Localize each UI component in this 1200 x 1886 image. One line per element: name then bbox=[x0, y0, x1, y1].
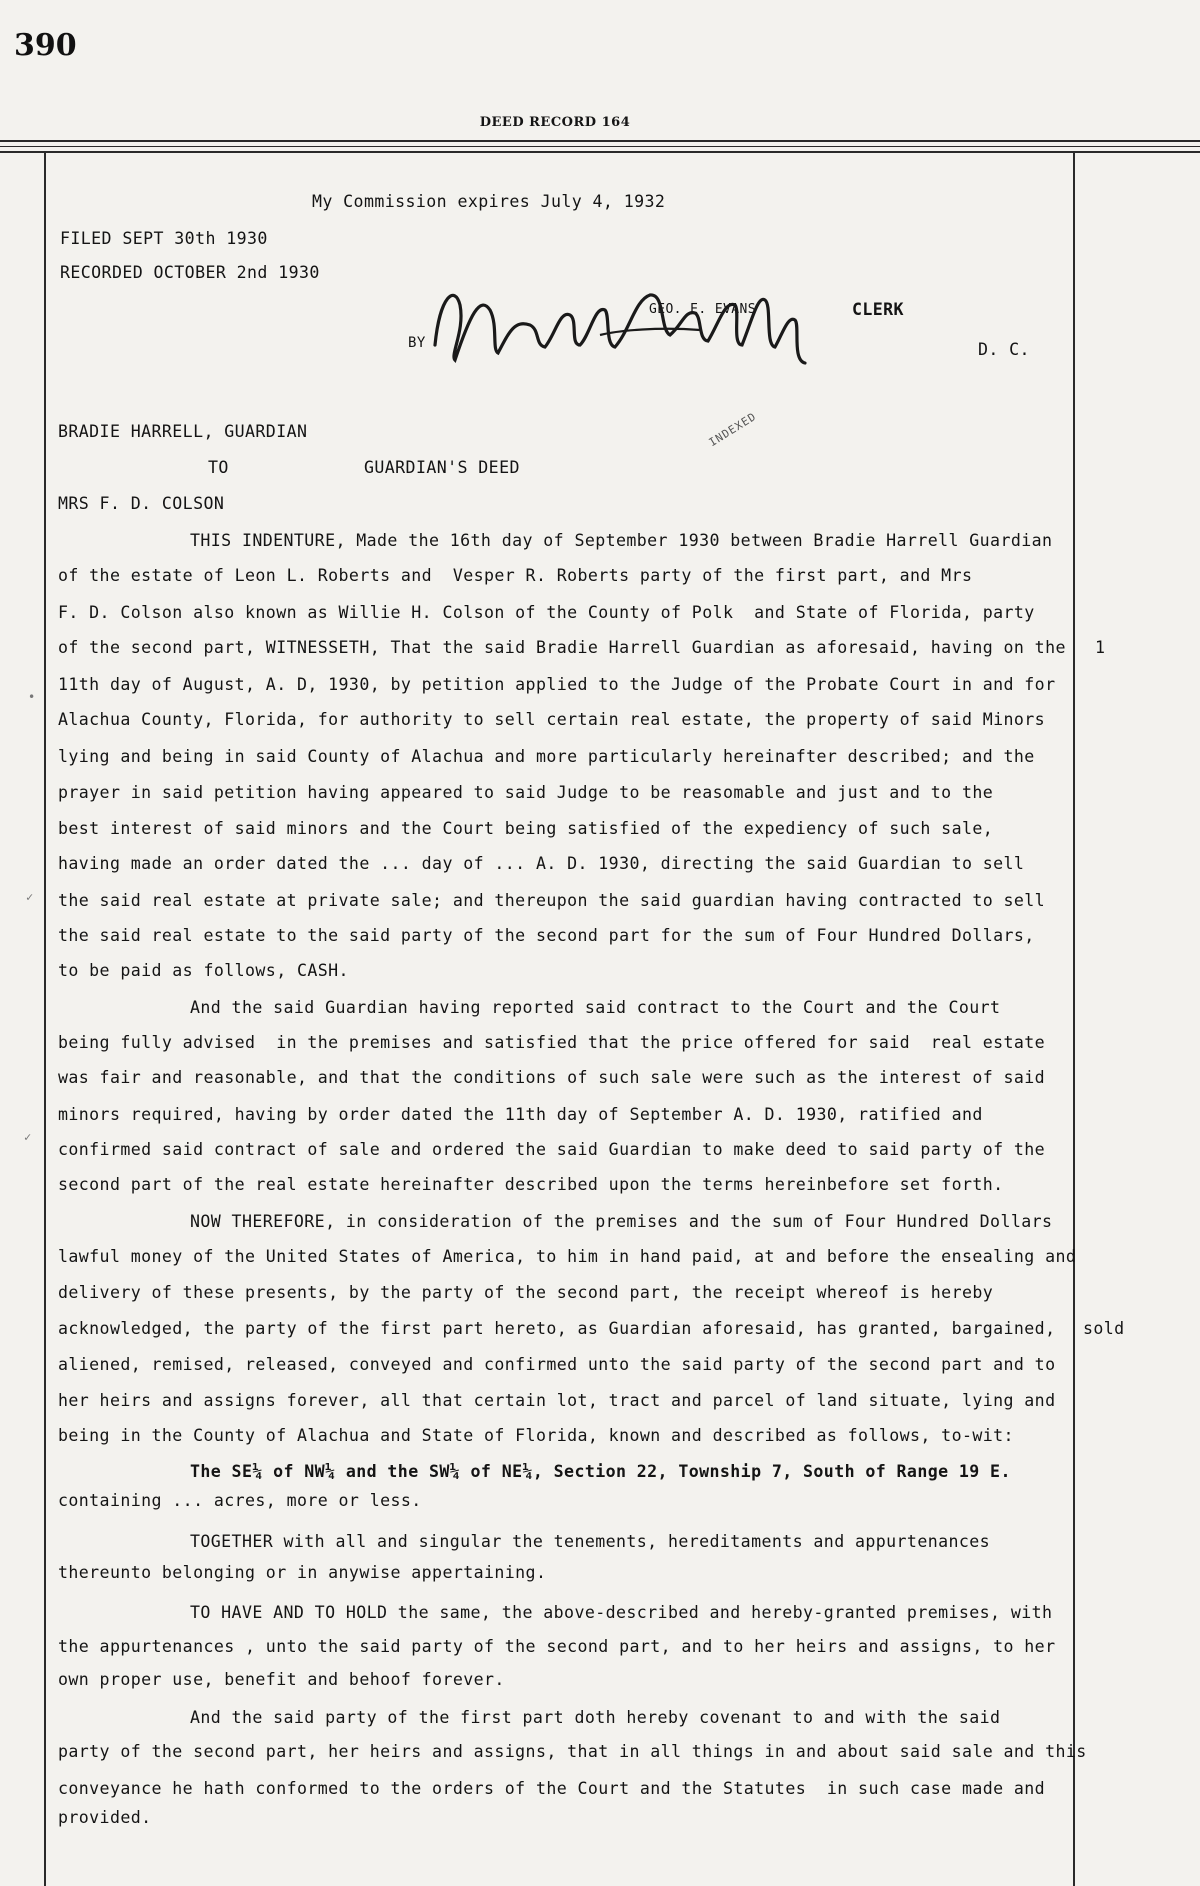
body-line: thereunto belonging or in anywise appertaining. bbox=[58, 1563, 547, 1582]
clerk-name: GEO. E. EVANS bbox=[649, 302, 756, 317]
deputy-clerk-signature bbox=[420, 275, 820, 385]
body-line: minors required, having by order dated the 11th day of September A. D. 1930, ratified and bbox=[58, 1105, 983, 1124]
body-line: And the said Guardian having reported said contract to the Court and the Court bbox=[190, 998, 1001, 1017]
body-line: TOGETHER with all and singular the tenements, hereditaments and appurtenances bbox=[190, 1532, 991, 1551]
margin-note: sold bbox=[1083, 1319, 1125, 1338]
grantee-name: MRS F. D. COLSON bbox=[58, 494, 225, 513]
book-title: DEED RECORD 164 bbox=[479, 115, 631, 130]
body-line: conveyance he hath conformed to the orders of the Court and the Statutes in such case made and bbox=[58, 1779, 1046, 1798]
margin-tick: ✓ bbox=[26, 890, 34, 904]
body-line: aliened, remised, released, conveyed and confirmed unto the said party of the second part and to bbox=[58, 1355, 1056, 1374]
recorded-date: RECORDED OCTOBER 2nd 1930 bbox=[60, 263, 320, 282]
body-line: to be paid as follows, CASH. bbox=[58, 961, 349, 980]
margin-tick: • bbox=[28, 690, 36, 704]
body-line: the appurtenances , unto the said party of the second part, and to her heirs and assigns, to her bbox=[58, 1637, 1056, 1656]
body-line: THIS INDENTURE, Made the 16th day of September 1930 between Bradie Harrell Guardian bbox=[190, 531, 1053, 550]
margin-note: 1 bbox=[1095, 638, 1106, 657]
left-margin-line bbox=[44, 153, 46, 1886]
right-margin-line bbox=[1073, 153, 1075, 1886]
body-line: NOW THEREFORE, in consideration of the premises and the sum of Four Hundred Dollars bbox=[190, 1212, 1053, 1231]
deed-type-title: GUARDIAN'S DEED bbox=[364, 458, 520, 477]
body-line: lawful money of the United States of America, to him in hand paid, at and before the ensealing and bbox=[58, 1247, 1077, 1266]
body-line: And the said party of the first part doth hereby covenant to and with the said bbox=[190, 1708, 1001, 1727]
body-line: 11th day of August, A. D, 1930, by petition applied to the Judge of the Probate Court in and for bbox=[58, 675, 1056, 694]
indexed-stamp: INDEXED bbox=[706, 409, 759, 450]
header-rule-top bbox=[0, 140, 1200, 142]
page-number: 390 bbox=[14, 28, 77, 63]
commission-line: My Commission expires July 4, 1932 bbox=[312, 192, 666, 211]
land-description: The SE¼ of NW¼ and the SW¼ of NE¼, Section 22, Township 7, South of Range 19 E. bbox=[190, 1462, 1011, 1481]
body-line: best interest of said minors and the Court being satisfied of the expediency of such sale, bbox=[58, 819, 994, 838]
body-line: the said real estate at private sale; and thereupon the said guardian having contracted to sell bbox=[58, 891, 1046, 910]
body-line: having made an order dated the ... day of ... A. D. 1930, directing the said Guardian to sell bbox=[58, 854, 1025, 873]
deputy-clerk: D. C. bbox=[978, 340, 1030, 359]
body-line: prayer in said petition having appeared to said Judge to be reasomable and just and to the bbox=[58, 783, 994, 802]
body-line: was fair and reasonable, and that the conditions of such sale were such as the interest of said bbox=[58, 1068, 1046, 1087]
header-rule-middle bbox=[0, 146, 1200, 147]
body-line: Alachua County, Florida, for authority to sell certain real estate, the property of said Minors bbox=[58, 710, 1046, 729]
body-line: confirmed said contract of sale and ordered the said Guardian to make deed to said party of the bbox=[58, 1140, 1046, 1159]
clerk-title: CLERK bbox=[852, 300, 904, 319]
body-line: acknowledged, the party of the first part hereto, as Guardian aforesaid, has granted, bargained, bbox=[58, 1319, 1056, 1338]
body-line: second part of the real estate hereinafter described upon the terms hereinbefore set forth. bbox=[58, 1175, 1004, 1194]
margin-tick: ✓ bbox=[24, 1130, 32, 1144]
body-line: the said real estate to the said party of the second part for the sum of Four Hundred Dollars, bbox=[58, 926, 1035, 945]
body-line: lying and being in said County of Alachua and more particularly hereinafter described; and the bbox=[58, 747, 1035, 766]
body-line: delivery of these presents, by the party of the second part, the receipt whereof is hereby bbox=[58, 1283, 994, 1302]
body-line: TO HAVE AND TO HOLD the same, the above-described and hereby-granted premises, with bbox=[190, 1603, 1053, 1622]
body-line: party of the second part, her heirs and assigns, that in all things in and about said sale and this bbox=[58, 1742, 1087, 1761]
body-line: of the estate of Leon L. Roberts and Vesper R. Roberts party of the first part, and Mrs bbox=[58, 566, 973, 585]
body-line: being in the County of Alachua and State of Florida, known and described as follows, to-wit: bbox=[58, 1426, 1014, 1445]
body-line: being fully advised in the premises and satisfied that the price offered for said real estate bbox=[58, 1033, 1046, 1052]
body-line: containing ... acres, more or less. bbox=[58, 1491, 422, 1510]
body-line: of the second part, WITNESSETH, That the said Bradie Harrell Guardian as aforesaid, having on the bbox=[58, 638, 1066, 657]
by-label: BY bbox=[408, 335, 426, 351]
grantor-name: BRADIE HARRELL, GUARDIAN bbox=[58, 422, 308, 441]
filed-date: FILED SEPT 30th 1930 bbox=[60, 229, 268, 248]
body-line: her heirs and assigns forever, all that certain lot, tract and parcel of land situate, lying and bbox=[58, 1391, 1056, 1410]
to-label: TO bbox=[208, 458, 229, 477]
body-line: F. D. Colson also known as Willie H. Colson of the County of Polk and State of Florida, party bbox=[58, 603, 1035, 622]
body-line: own proper use, benefit and behoof forever. bbox=[58, 1670, 505, 1689]
header-rule-bottom bbox=[0, 151, 1200, 153]
body-line: provided. bbox=[58, 1808, 152, 1827]
